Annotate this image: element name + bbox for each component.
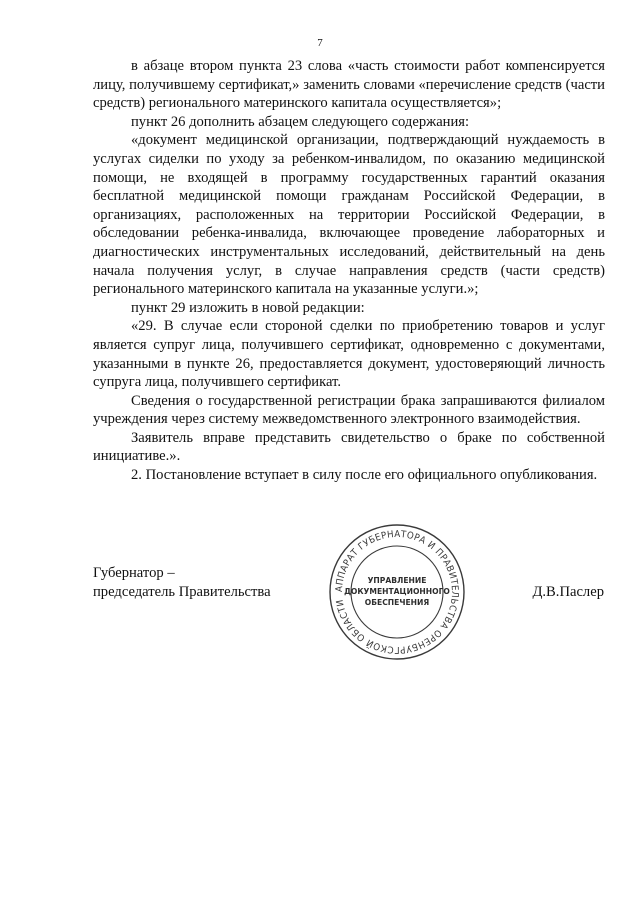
stamp-center-line2: ДОКУМЕНТАЦИОННОГО bbox=[344, 587, 450, 596]
stamp-center-line1: УПРАВЛЕНИЕ bbox=[367, 576, 427, 585]
document-body bbox=[93, 57, 605, 485]
paragraph-8: 2. Постановление вступает в силу после его официального опубликования. bbox=[131, 467, 598, 484]
stamp-center-line3: ОБЕСПЕЧЕНИЯ bbox=[364, 598, 430, 607]
paragraph-2: пункт 26 дополнить абзацем следующего содержания: bbox=[131, 113, 470, 130]
paragraph-4: пункт 29 изложить в новой редакции: bbox=[131, 299, 365, 316]
signer-name: Д.В.Паслер bbox=[532, 584, 604, 600]
page-number: 7 bbox=[317, 37, 323, 49]
official-stamp bbox=[327, 522, 467, 662]
signer-title-line1: Губернатор – bbox=[93, 565, 175, 581]
signer-title-line2: председатель Правительства bbox=[93, 583, 271, 600]
stamp-ring-text: АППАРАТ ГУБЕРНАТОРА И ПРАВИТЕЛЬСТВА ОРЕНБУРГСКОЙ ОБЛАСТИ bbox=[333, 528, 461, 656]
signature-block bbox=[93, 564, 271, 601]
paragraph-7: Заявитель вправе представить свидетельство о браке по собственной инициативе.». bbox=[93, 429, 605, 465]
paragraph-6: Сведения о государственной регистрации брака запрашиваются филиалом учреждения через систему межведомственного электронного взаимодействия. bbox=[93, 392, 605, 428]
paragraph-3: «документ медицинской организации, подтверждающий нуждаемость в услугах сиделки по уходу за ребенком-инвалидом, по оказанию медицинской помощи, не входящей в программу государственных гарантий оказания бесплатной медицинской помощи гражданам Российской Федерации, в организациях, расположенных на территории Российской Федерации, в обследовании ребенка-инвалида, включающее проведение лабораторных и диагностических инструментальных исследований, действительный на день начала получения услуг, в случае направления средств (части средств) регионального материнского капитала на указанные услуги.»; bbox=[93, 132, 605, 298]
paragraph-1: в абзаце втором пункта 23 слова «часть стоимости работ компенсируется лицу, получившему сертификат,» заменить словами «перечисление средств (части средств) регионального материнского капитала осуществляется»; bbox=[93, 58, 605, 112]
paragraph-5: «29. В случае если стороной сделки по приобретению товаров и услуг является супруг лица, получившего сертификат, одновременно с документами, указанными в пункте 26, предоставляется документ, удостоверяющий личность супруга лица, получившего сертификат. bbox=[93, 318, 605, 391]
